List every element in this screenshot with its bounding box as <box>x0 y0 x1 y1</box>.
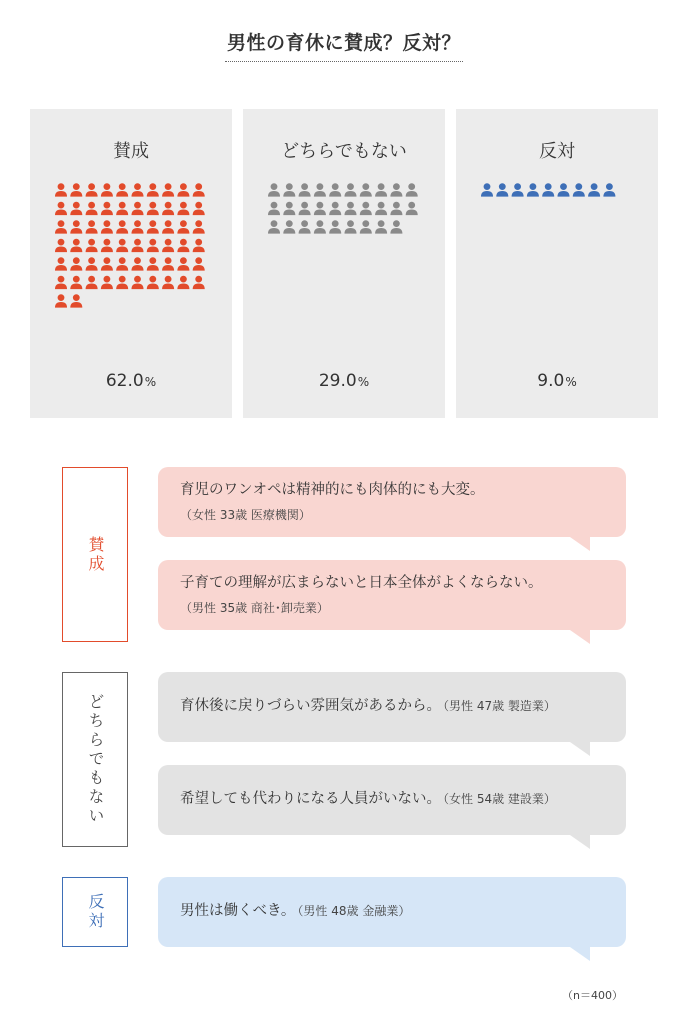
value-neutral: 29.0 <box>318 371 357 391</box>
person-icon <box>162 183 174 196</box>
person-icon <box>101 276 113 289</box>
tag-neutral-label: どちらでもない <box>86 693 105 826</box>
person-icon <box>70 294 82 307</box>
person-icon <box>55 276 67 289</box>
person-icon <box>162 239 174 252</box>
person-icon <box>283 183 295 196</box>
person-icon <box>375 220 387 233</box>
person-icon <box>86 257 98 270</box>
person-icon <box>147 276 159 289</box>
person-icon <box>177 239 189 252</box>
person-icon <box>268 183 280 196</box>
tag-oppose-label: 反対 <box>86 893 105 931</box>
tag-agree-label: 賛成 <box>86 535 105 574</box>
person-icon <box>360 220 372 233</box>
panel-agree <box>30 109 232 418</box>
quote-bubble <box>158 672 626 742</box>
person-icon <box>314 220 326 233</box>
person-icon <box>588 183 600 196</box>
person-icon <box>345 183 357 196</box>
panel-label-neutral: どちらでもない <box>281 141 407 162</box>
unit-neutral: % <box>357 375 370 389</box>
person-icon <box>390 202 402 215</box>
panel-oppose <box>456 109 658 418</box>
person-icon <box>162 276 174 289</box>
person-icon <box>193 257 205 270</box>
person-icon <box>512 183 524 196</box>
person-icon <box>406 202 418 215</box>
person-icon <box>70 202 82 215</box>
quote-attribution: （女性 54歳 建設業） <box>443 792 556 807</box>
person-icon <box>314 183 326 196</box>
person-icon <box>329 220 341 233</box>
person-icon <box>132 183 144 196</box>
person-icon <box>132 202 144 215</box>
person-icon <box>147 183 159 196</box>
person-icon <box>162 202 174 215</box>
person-icon <box>375 202 387 215</box>
title-wrap <box>0 28 688 62</box>
unit-agree: % <box>144 375 157 389</box>
chart-title: 男性の育休に賛成？反対？ <box>225 28 463 62</box>
quote-bubble <box>158 560 626 630</box>
person-icon <box>193 220 205 233</box>
person-icon <box>283 220 295 233</box>
icon-grid-neutral <box>243 183 445 373</box>
person-icon <box>573 183 585 196</box>
person-icon <box>70 276 82 289</box>
person-icon <box>527 183 539 196</box>
person-icon <box>193 239 205 252</box>
person-icon <box>299 183 311 196</box>
person-icon <box>603 183 615 196</box>
quote-attribution: （女性 33歳 医療機関） <box>180 507 311 522</box>
quote-line <box>180 790 604 810</box>
person-icon <box>193 183 205 196</box>
person-icon <box>116 183 128 196</box>
person-icon <box>193 276 205 289</box>
person-icon <box>101 257 113 270</box>
person-icon <box>542 183 554 196</box>
person-icon <box>268 220 280 233</box>
person-icon <box>345 220 357 233</box>
person-icon <box>132 257 144 270</box>
tag-neutral <box>62 672 128 847</box>
quote-text: 育休後に戻りづらい雰囲気があるから。 <box>180 698 441 715</box>
person-icon <box>86 183 98 196</box>
person-icon <box>283 202 295 215</box>
panel-label-oppose: 反対 <box>539 141 575 162</box>
quote-text: 育児のワンオペは精神的にも肉体的にも大変。 <box>180 482 485 499</box>
person-icon <box>70 239 82 252</box>
person-icons-agree <box>30 183 232 373</box>
person-icon <box>177 220 189 233</box>
person-icon <box>147 202 159 215</box>
person-icon <box>116 220 128 233</box>
person-icon <box>390 183 402 196</box>
person-icon <box>116 239 128 252</box>
person-icon <box>116 276 128 289</box>
panel-value-neutral <box>243 371 445 391</box>
panel-value-oppose <box>456 371 658 391</box>
person-icons-neutral <box>243 183 445 373</box>
person-icon <box>147 239 159 252</box>
quote-line <box>180 902 604 922</box>
tag-oppose <box>62 877 128 947</box>
person-icon <box>116 257 128 270</box>
value-agree: 62.0 <box>105 371 144 391</box>
person-icons-oppose <box>456 183 658 373</box>
person-icon <box>375 183 387 196</box>
person-icon <box>558 183 570 196</box>
person-icon <box>86 276 98 289</box>
person-icon <box>193 202 205 215</box>
person-icon <box>299 220 311 233</box>
person-icon <box>268 202 280 215</box>
person-icon <box>55 294 67 307</box>
quote-text: 希望しても代わりになる人員がいない。 <box>180 791 441 808</box>
panel-value-agree <box>30 371 232 391</box>
person-icon <box>132 220 144 233</box>
person-icon <box>101 239 113 252</box>
person-icon <box>55 202 67 215</box>
person-icon <box>55 239 67 252</box>
person-icon <box>162 220 174 233</box>
person-icon <box>177 276 189 289</box>
person-icon <box>406 183 418 196</box>
value-oppose: 9.0 <box>537 371 565 391</box>
person-icon <box>70 257 82 270</box>
panel-label-agree: 賛成 <box>113 141 149 162</box>
person-icon <box>390 220 402 233</box>
person-icon <box>329 183 341 196</box>
quote-bubble <box>158 765 626 835</box>
person-icon <box>55 183 67 196</box>
quote-line <box>180 697 604 717</box>
person-icon <box>329 202 341 215</box>
person-icon <box>86 202 98 215</box>
quote-text: 男性は働くべき。 <box>180 903 296 920</box>
sample-size-note: （n＝400） <box>562 989 623 1002</box>
person-icon <box>101 183 113 196</box>
person-icon <box>345 202 357 215</box>
person-icon <box>101 202 113 215</box>
person-icon <box>314 202 326 215</box>
person-icon <box>177 257 189 270</box>
person-icon <box>132 239 144 252</box>
person-icon <box>360 183 372 196</box>
person-icon <box>360 202 372 215</box>
person-icon <box>177 202 189 215</box>
quote-attribution: （男性 47歳 製造業） <box>443 699 556 714</box>
panel-neutral <box>243 109 445 418</box>
person-icon <box>70 220 82 233</box>
person-icon <box>496 183 508 196</box>
person-icon <box>116 202 128 215</box>
person-icon <box>101 220 113 233</box>
person-icon <box>481 183 493 196</box>
person-icon <box>177 183 189 196</box>
person-icon <box>55 257 67 270</box>
person-icon <box>162 257 174 270</box>
quote-bubble <box>158 877 626 947</box>
icon-grid-agree <box>30 183 232 373</box>
person-icon <box>86 220 98 233</box>
quote-attribution: （男性 48歳 金融業） <box>297 904 411 919</box>
person-icon <box>299 202 311 215</box>
quote-text: 子育ての理解が広まらないと日本全体がよくならない。 <box>180 575 543 592</box>
person-icon <box>55 220 67 233</box>
person-icon <box>86 239 98 252</box>
person-icon <box>132 276 144 289</box>
tag-agree <box>62 467 128 642</box>
unit-oppose: % <box>565 375 577 389</box>
person-icon <box>70 183 82 196</box>
person-icon <box>147 257 159 270</box>
person-icon <box>147 220 159 233</box>
quote-bubble <box>158 467 626 537</box>
icon-grid-oppose <box>456 183 658 373</box>
quote-attribution: （男性 35歳 商社･卸売業） <box>180 600 329 615</box>
